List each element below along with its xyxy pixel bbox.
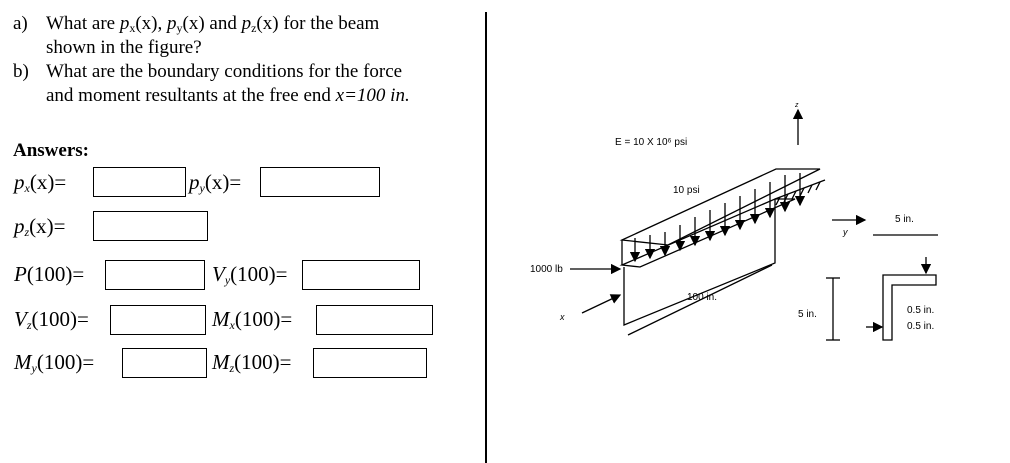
py-input[interactable] [260, 167, 380, 197]
P-equation: P(100)= [14, 262, 85, 286]
Mz-equation: $M_z(100)=$ [212, 350, 292, 375]
question-a [13, 12, 483, 60]
modulus-label: E = 10 X 10⁶ psi [615, 137, 688, 148]
Vz-equation: $V_z(100)=$ [14, 307, 89, 332]
beam-figure [520, 95, 990, 355]
Vy-input[interactable] [302, 260, 420, 290]
column-divider [485, 12, 487, 463]
Mz-input[interactable] [313, 348, 427, 378]
P-input[interactable] [105, 260, 205, 290]
thickness-label-1: 0.5 in. [907, 305, 935, 316]
question-b-line1: What are the boundary conditions for the force [46, 61, 403, 82]
px-input[interactable] [93, 167, 186, 197]
x-axis [582, 295, 620, 313]
Mx-input[interactable] [316, 305, 433, 335]
question-a-line2: shown in the figure? [46, 37, 202, 58]
width-dim-label: 5 in. [895, 214, 914, 225]
beam-flange [622, 199, 795, 267]
pz-input[interactable] [93, 211, 208, 241]
question-a-label: a) [13, 13, 28, 34]
height-dim-label: 5 in. [798, 309, 817, 320]
question-a-line1: What are $p_x(x)$, $p_y(x)$ and $p_z(x)$ for the beam [46, 13, 380, 35]
Mx-equation: $M_x(100)=$ [212, 307, 293, 332]
z-axis-label: z [795, 102, 799, 109]
py-equation: $p_y(x)=$ [189, 170, 242, 195]
wall-hatch [776, 182, 820, 205]
pressure-block [622, 169, 820, 245]
answers-title: Answers: [13, 140, 89, 161]
length-label: 100 in. [687, 292, 718, 303]
My-input[interactable] [122, 348, 207, 378]
px-equation: $p_x(x)=$ [14, 170, 67, 195]
y-axis-label: y [843, 227, 848, 237]
question-b [13, 60, 483, 108]
question-b-label: b) [13, 61, 29, 82]
pressure-label: 10 psi [673, 185, 700, 196]
force-label: 1000 lb [530, 264, 563, 275]
Vy-equation: $V_y(100)=$ [212, 262, 288, 287]
My-equation: $M_y(100)=$ [14, 350, 95, 375]
thickness-label-2: 0.5 in. [907, 321, 935, 332]
pz-equation: $p_z(x)=$ [14, 214, 66, 239]
x-axis-label: x [560, 312, 565, 322]
question-b-line2: and moment resultants at the free end x=100 in. [46, 85, 410, 106]
Vz-input[interactable] [110, 305, 206, 335]
